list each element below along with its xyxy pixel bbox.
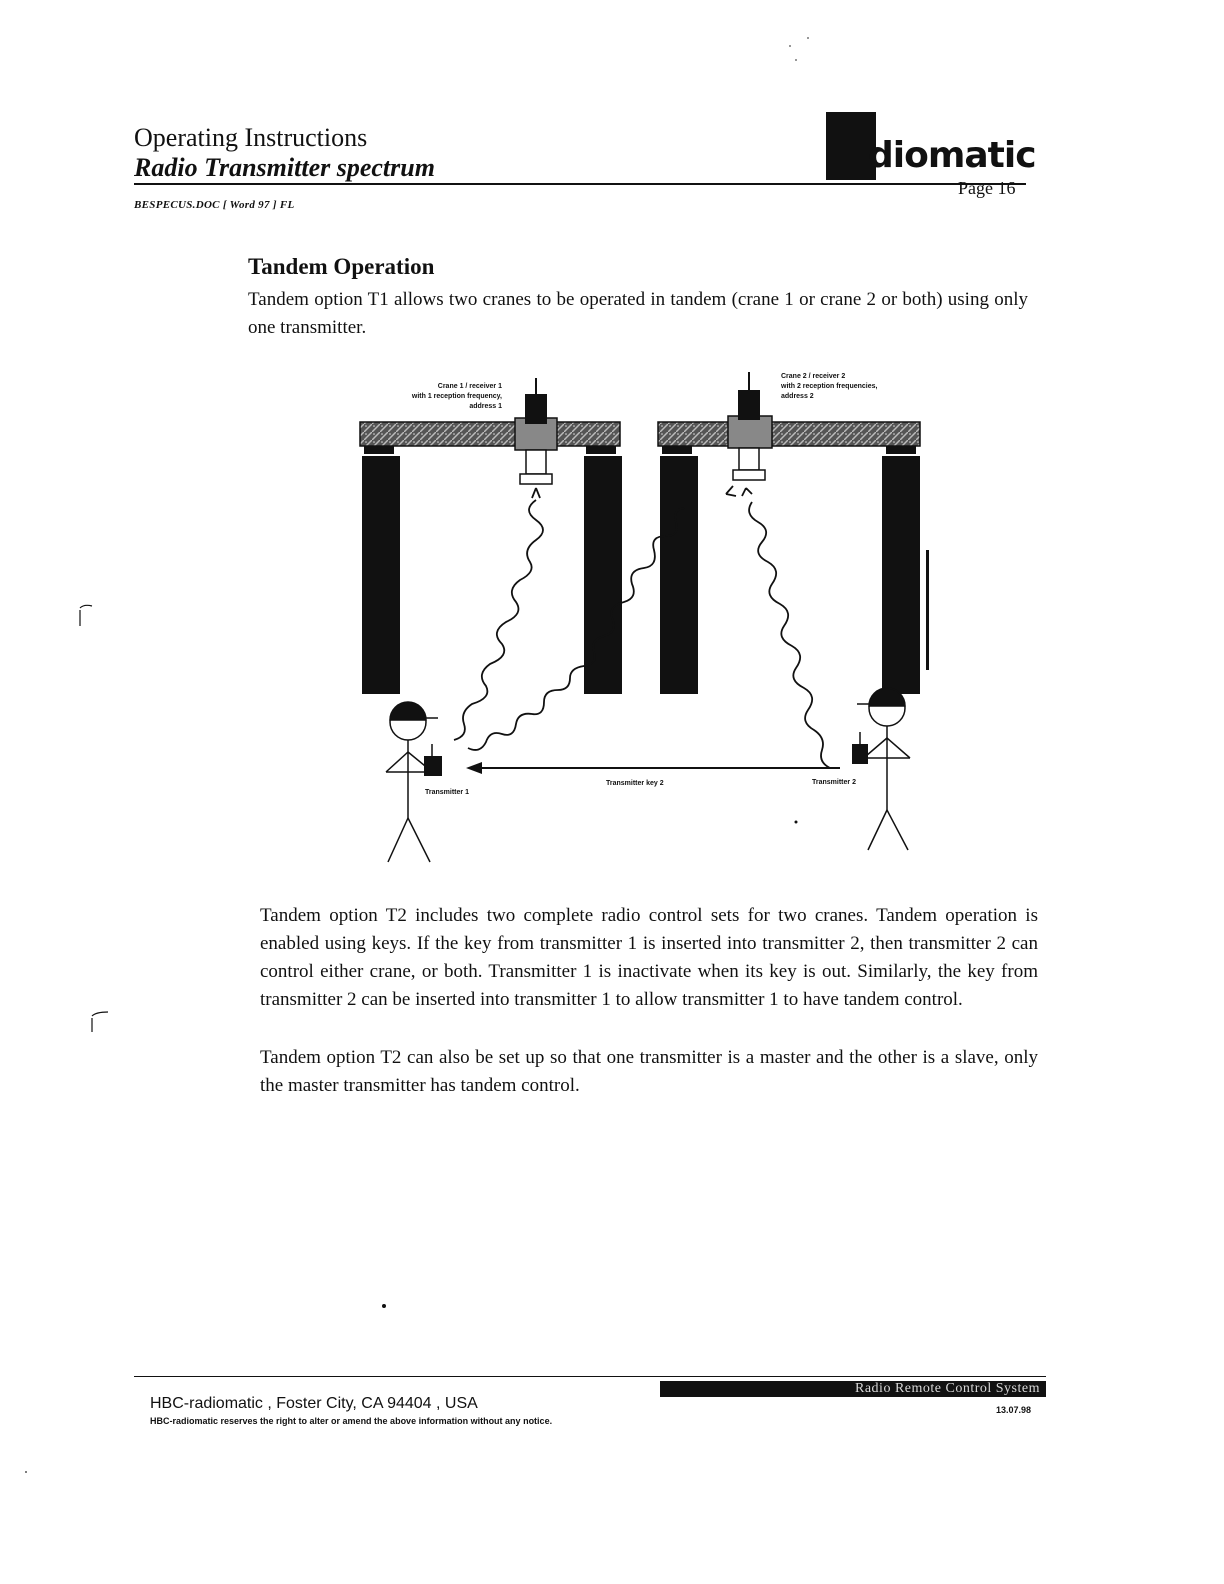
crane-1-label-line-3: address 1: [469, 403, 502, 410]
footer-date: 13.07.98: [996, 1405, 1032, 1415]
footer-notice: HBC-radiomatic reserves the right to alter or amend the above information without any notice.: [150, 1416, 553, 1426]
logo-text: diomatic: [868, 135, 1036, 176]
transmitter-1-label: Transmitter 1: [425, 789, 469, 796]
crane-2-label-line-2: with 2 reception frequencies,: [781, 383, 878, 390]
document-subtitle: Radio Transmitter spectrum: [134, 153, 435, 182]
crane-2-label-line-3: address 2: [781, 393, 814, 400]
transmitter-2-label: Transmitter 2: [812, 779, 856, 786]
crane-1-label-line-1: Crane 1 / receiver 1: [437, 383, 502, 390]
footer-system-text: Radio Remote Control System: [855, 1381, 1040, 1396]
file-info: BESPECUS.DOC [ Word 97 ] FL: [134, 199, 295, 211]
footer-address: HBC-radiomatic , Foster City, CA 94404 , USA: [150, 1395, 478, 1412]
intro-paragraph: Tandem option T1 allows two cranes to be operated in tandem (crane 1 or crane 2 or both) using only one transmitter.: [248, 289, 1028, 338]
document-title: Operating Instructions: [134, 123, 368, 152]
section-title: Tandem Operation: [248, 254, 435, 279]
crane-1-label-line-2: with 1 reception frequency,: [411, 393, 502, 400]
crane-2-label-line-1: Crane 2 / receiver 2: [781, 373, 846, 380]
master-slave-paragraph: Tandem option T2 can also be set up so that one transmitter is a master and the other is a slave, only the master transmitter has tandem control.: [260, 1047, 1038, 1096]
transmitter-key-label: Transmitter key 2: [606, 780, 664, 787]
page-number: Page 16: [958, 178, 1016, 198]
option-t2-paragraph: Tandem option T2 includes two complete radio control sets for two cranes. Tandem operation is enabled using keys. If the key from transmitter 1 is inserted into transmitter 2, then transmitter 2 can control either crane, or both. Transmitter 1 is inactivate when its key is out. Similarly, the key from transmitter 2 can be inserted into transmitter 1 to allow transmitter 1 to have tandem control.: [260, 905, 1038, 1010]
